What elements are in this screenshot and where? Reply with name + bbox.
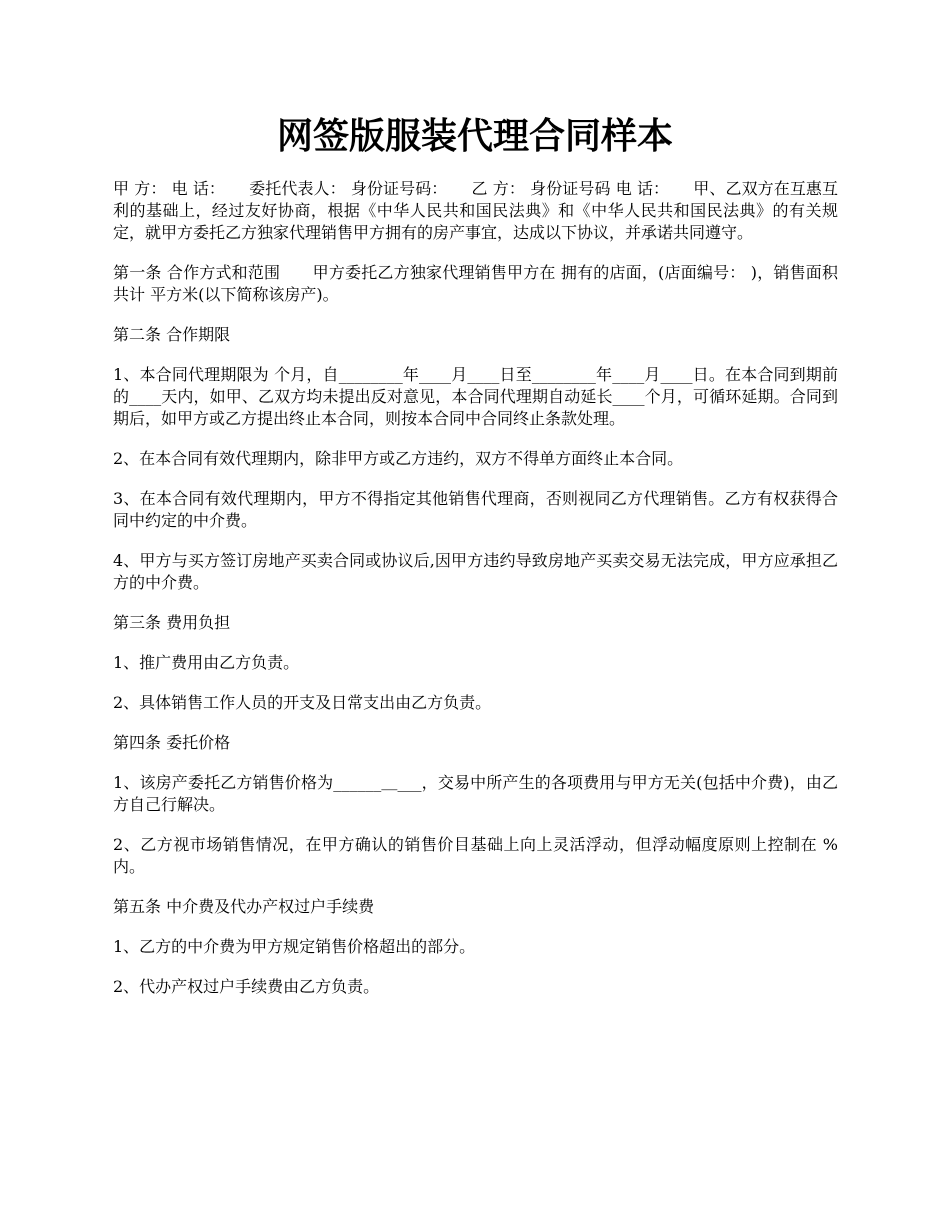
parties-intro-paragraph: 甲 方： 电 话： 委托代表人： 身份证号码： 乙 方： 身份证号码 电 话： 甲、乙双方在互惠互利的基础上，经过友好协商，根据《中华人民共和国民法典》和《中华人民共和国民法典》的有关规定，就甲方委托乙方独家代理销售甲方拥有的房产事宜，达成以下协议，并承诺共同遵守。	[113, 179, 838, 242]
article-3-clause-1: 1、推广费用由乙方负责。	[113, 653, 300, 672]
document-title: 网签版服装代理合同样本	[276, 115, 673, 157]
article-2-clause-2: 2、在本合同有效代理期内，除非甲方或乙方违约，双方不得单方面终止本合同。	[113, 449, 684, 468]
article-5-clause-2: 2、代办产权过户手续费由乙方负责。	[113, 977, 380, 996]
article-2-clause-1: 1、本合同代理期限为 个月，自________年____月____日至________年____月____日。在本合同到期前的____天内，如甲、乙双方均未提出反对意见，本合同代理期自动延长____个月，可循环延期。合同到期后，如甲方或乙方提出终止本合同，则按本合同中合同终止条款处理。	[113, 365, 838, 428]
article-5-clause-1: 1、乙方的中介费为甲方规定销售价格超出的部分。	[113, 937, 476, 956]
article-2-clause-4: 4、甲方与买方签订房地产买卖合同或协议后,因甲方违约导致房地产买卖交易无法完成，甲方应承担乙方的中介费。	[113, 551, 838, 592]
article-4-heading: 第四条 委托价格	[113, 733, 231, 752]
article-2-heading: 第二条 合作期限	[113, 325, 231, 344]
article-4-clause-1: 1、该房产委托乙方销售价格为______＿___，交易中所产生的各项费用与甲方无关(包括中介费)，由乙方自己行解决。	[113, 773, 838, 814]
article-3-heading: 第三条 费用负担	[113, 613, 231, 632]
article-1-paragraph: 第一条 合作方式和范围 甲方委托乙方独家代理销售甲方在 拥有的店面，(店面编号： )，销售面积共计 平方米(以下简称该房产)。	[113, 263, 838, 304]
article-3-clause-2: 2、具体销售工作人员的开支及日常支出由乙方负责。	[113, 693, 492, 712]
article-5-heading: 第五条 中介费及代办产权过户手续费	[113, 897, 375, 916]
document-body	[113, 178, 838, 1016]
article-4-clause-2: 2、乙方视市场销售情况，在甲方确认的销售价目基础上向上灵活浮动，但浮动幅度原则上控制在 %内。	[113, 835, 838, 876]
article-2-clause-3: 3、在本合同有效代理期内，甲方不得指定其他销售代理商，否则视同乙方代理销售。乙方有权获得合同中约定的中介费。	[113, 489, 838, 530]
